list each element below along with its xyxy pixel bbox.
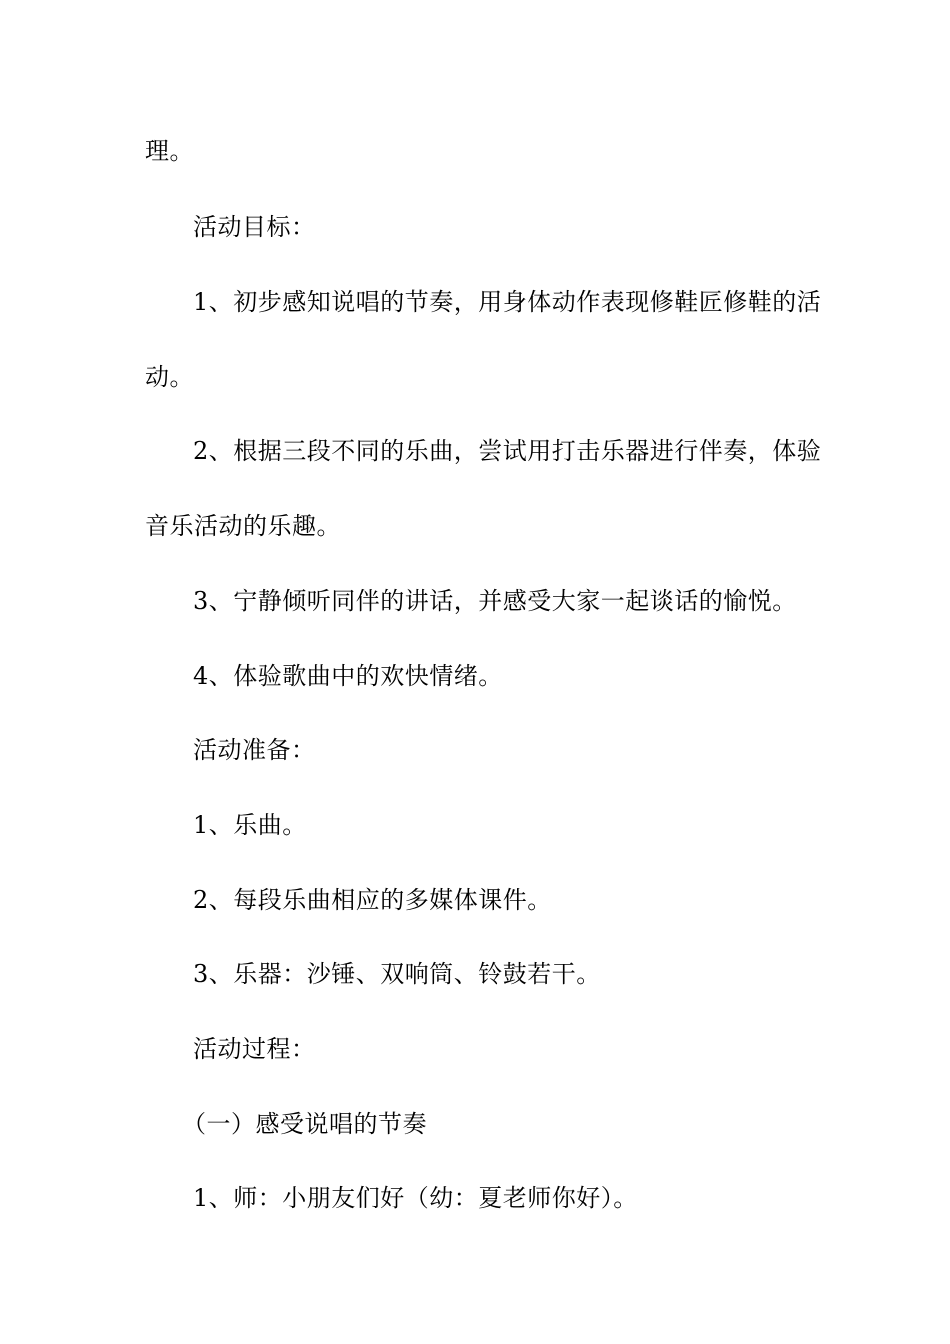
process-step-1: 1、师：小朋友们好（幼：夏老师你好）。	[193, 1184, 638, 1212]
goal-item-1: 1、初步感知说唱的节奏，用身体动作表现修鞋匠修鞋的活	[193, 288, 822, 316]
section-heading-goals: 活动目标：	[193, 213, 316, 241]
goal-item-2: 2、根据三段不同的乐曲，尝试用打击乐器进行伴奏，体验	[193, 437, 822, 465]
preparation-item-1: 1、乐曲。	[193, 811, 307, 839]
goal-item-1-continuation: 动。	[145, 363, 194, 391]
section-heading-process: 活动过程：	[193, 1035, 316, 1063]
preparation-item-2: 2、每段乐曲相应的多媒体课件。	[193, 886, 552, 914]
process-subheading-1: （一）感受说唱的节奏	[182, 1110, 427, 1138]
preparation-item-3: 3、乐器：沙锤、双响筒、铃鼓若干。	[193, 960, 601, 988]
goal-item-3: 3、宁静倾听同伴的讲话，并感受大家一起谈话的愉悦。	[193, 587, 797, 615]
section-heading-preparation: 活动准备：	[193, 736, 316, 764]
goal-item-4: 4、体验歌曲中的欢快情绪。	[193, 662, 503, 690]
goal-item-2-continuation: 音乐活动的乐趣。	[145, 512, 341, 540]
paragraph-continuation: 理。	[145, 137, 194, 165]
